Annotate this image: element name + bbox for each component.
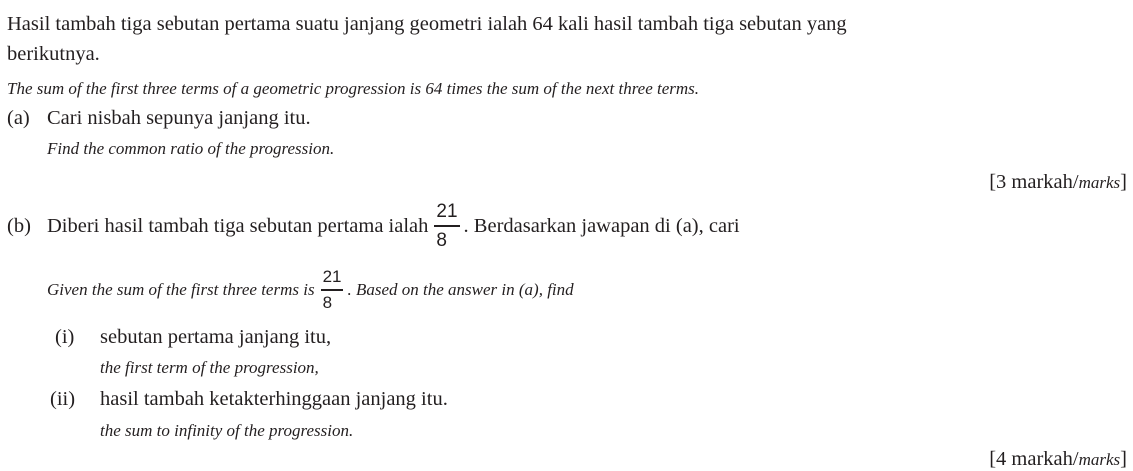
part-a-malay: Cari nisbah sepunya janjang itu.	[47, 107, 311, 129]
part-b-malay-row	[7, 198, 740, 254]
part-a-english: Find the common ratio of the progression.	[47, 139, 335, 158]
part-b-malay-fraction	[434, 200, 459, 251]
part-b-english-fraction	[321, 267, 344, 312]
part-b-marks-malay: [4 markah/	[989, 448, 1079, 470]
part-a-marks-close: ]	[1120, 171, 1127, 193]
part-b-marks-english: marks	[1078, 450, 1121, 469]
part-b-marks-close: ]	[1120, 448, 1127, 470]
fraction-numerator: 21	[322, 267, 342, 287]
sub-ii-english: the sum to infinity of the progression.	[100, 421, 354, 440]
fraction-bar	[434, 225, 459, 226]
fraction-denominator: 8	[322, 292, 333, 312]
sub-i-malay: sebutan pertama janjang itu,	[100, 326, 332, 348]
part-b-malay-after: . Berdasarkan jawapan di (a), cari	[463, 214, 740, 237]
part-b-english-after: . Based on the answer in (a), find	[347, 280, 574, 299]
fraction-numerator: 21	[436, 201, 458, 223]
intro-malay-line-2: berikutnya.	[7, 43, 100, 65]
sub-ii-malay: hasil tambah ketakterhinggaan janjang itu.	[100, 388, 448, 410]
fraction-bar	[321, 289, 344, 290]
sub-i-label: (i)	[55, 326, 75, 348]
part-a-marks-english: marks	[1078, 173, 1121, 192]
part-a-marks	[989, 172, 1127, 193]
part-b-label: (b)	[7, 214, 31, 237]
intro-malay-line-1: Hasil tambah tiga sebutan pertama suatu janjang geometri ialah 64 kali hasil tambah tiga sebutan yang	[7, 13, 847, 35]
part-b-malay-before: Diberi hasil tambah tiga sebutan pertama ialah	[47, 214, 429, 237]
part-b-english-before: Given the sum of the first three terms is	[47, 280, 315, 299]
part-a-marks-malay: [3 markah/	[989, 171, 1079, 193]
sub-ii-label: (ii)	[50, 388, 76, 410]
part-b-marks	[989, 449, 1127, 470]
part-a-label: (a)	[7, 107, 30, 129]
part-b-english-row	[47, 263, 574, 317]
fraction-denominator: 8	[436, 229, 447, 251]
intro-english: The sum of the first three terms of a geometric progression is 64 times the sum of the next three terms.	[7, 79, 700, 98]
sub-i-english: the first term of the progression,	[100, 358, 319, 377]
